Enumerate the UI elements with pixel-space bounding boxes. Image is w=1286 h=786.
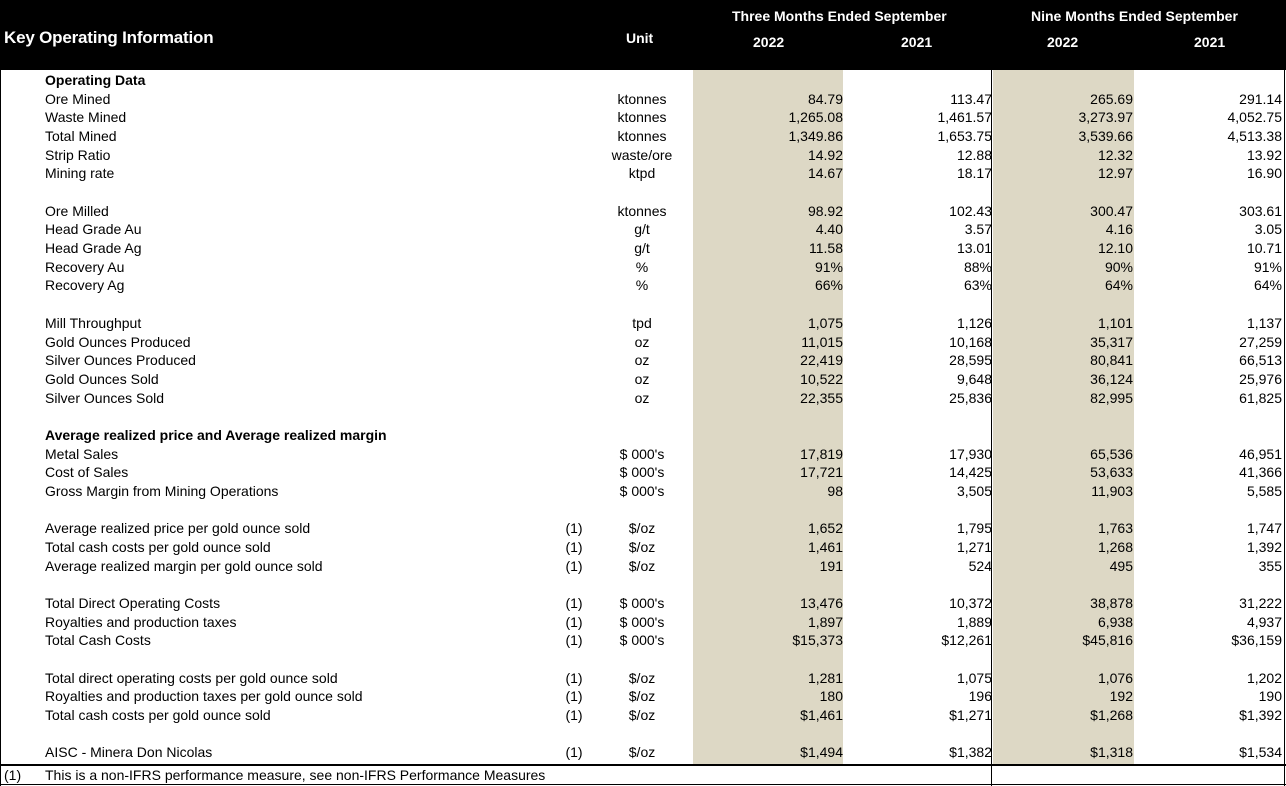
value-3m-2021: 25,836 (949, 389, 992, 406)
value-3m-2022: 11,015 (801, 333, 843, 350)
row-label: Total Cash Costs (45, 632, 151, 649)
table-row (0, 743, 1286, 762)
value-3m-2021: 10,372 (949, 595, 992, 612)
value-3m-2021: $1,382 (949, 744, 992, 761)
value-9m-2021: 3.05 (1254, 221, 1282, 238)
value-9m-2022: 36,124 (1090, 370, 1133, 387)
value-9m-2022: 4.16 (1105, 221, 1133, 238)
row-label: Total cash costs per gold ounce sold (45, 707, 271, 724)
row-label: Gross Margin from Mining Operations (45, 482, 279, 499)
value-3m-2021: 1,795 (956, 520, 992, 537)
value-9m-2021: 5,585 (1246, 482, 1282, 499)
row-label: Silver Ounces Produced (45, 352, 196, 369)
value-9m-2021: 4,513.38 (1227, 128, 1282, 145)
footnote-ref: (1) (565, 744, 583, 761)
value-9m-2022: $1,268 (1090, 707, 1133, 724)
value-9m-2022: 12.32 (1097, 146, 1133, 163)
value-9m-2022: 265.69 (1090, 90, 1133, 107)
unit-column-header: Unit (626, 30, 654, 46)
row-unit: $/oz (628, 557, 656, 574)
value-9m-2021: 66,513 (1239, 352, 1282, 369)
row-unit: $/oz (628, 539, 656, 555)
table-row (0, 90, 1286, 109)
value-3m-2021: 3.57 (964, 221, 992, 238)
row-unit: $/oz (628, 669, 656, 686)
row-unit: tpd (632, 314, 652, 331)
value-3m-2021: 17,930 (949, 445, 992, 462)
footnote-ref: (1) (565, 539, 583, 555)
table-row (0, 239, 1286, 258)
table-row (0, 482, 1286, 501)
value-3m-2021: 28,595 (949, 352, 992, 369)
value-9m-2021: 27,259 (1239, 333, 1282, 350)
table-row (0, 146, 1286, 165)
footnote-ref: (1) (565, 669, 583, 686)
value-9m-2022: 90% (1104, 258, 1133, 275)
row-unit: $ 000's (619, 595, 665, 612)
value-3m-2022: $1,494 (800, 744, 843, 761)
row-unit: $/oz (628, 688, 656, 705)
value-9m-2022: $45,816 (1082, 632, 1133, 649)
row-label: Ore Mined (45, 90, 111, 107)
value-9m-2022: $1,318 (1090, 744, 1133, 761)
period-header-nine-months: Nine Months Ended September (1031, 8, 1238, 24)
value-9m-2021: $1,392 (1239, 707, 1282, 724)
value-3m-2022: 191 (819, 557, 843, 574)
row-unit: oz (634, 389, 650, 406)
value-3m-2022: 1,897 (807, 613, 843, 630)
value-9m-2021: 46,951 (1239, 445, 1282, 462)
value-3m-2022: 17,819 (800, 445, 843, 462)
value-9m-2021: 1,202 (1246, 669, 1282, 686)
value-9m-2021: 303.61 (1239, 202, 1282, 219)
footnote-ref: (1) (565, 613, 583, 630)
value-3m-2022: 180 (819, 688, 843, 705)
value-3m-2022: 13,476 (800, 595, 843, 612)
table-row (0, 220, 1286, 239)
value-3m-2022: 84.79 (807, 90, 843, 107)
value-3m-2021: 14,425 (949, 464, 992, 481)
value-9m-2021: 41,366 (1239, 464, 1282, 481)
table-row (0, 519, 1286, 538)
row-unit: ktonnes (617, 109, 667, 126)
row-label: Strip Ratio (45, 146, 111, 163)
row-unit: $ 000's (619, 482, 665, 499)
row-unit: g/t (634, 221, 650, 238)
row-label: Silver Ounces Sold (45, 389, 165, 406)
value-3m-2021: 9,648 (956, 370, 992, 387)
table-row (0, 333, 1286, 352)
value-3m-2021: 1,653.75 (937, 128, 992, 145)
value-3m-2021: 1,271 (956, 539, 992, 555)
table-row (0, 706, 1286, 725)
table-row (0, 463, 1286, 482)
value-9m-2022: 12.97 (1097, 165, 1133, 182)
value-3m-2021: 1,075 (956, 669, 992, 686)
row-unit: % (635, 277, 649, 294)
row-label: Average realized margin per gold ounce sold (45, 557, 323, 574)
footnote-text: This is a non-IFRS performance measure, see non-IFRS Performance Measures (45, 767, 546, 783)
table-row (0, 370, 1286, 389)
value-9m-2022: 82,995 (1090, 389, 1133, 406)
row-unit: $ 000's (619, 464, 665, 481)
value-3m-2021: 3,505 (956, 482, 992, 499)
value-9m-2021: 4,937 (1246, 613, 1282, 630)
table-row (0, 127, 1286, 146)
value-9m-2021: 64% (1253, 277, 1282, 294)
footnote-ref: (1) (565, 707, 583, 724)
value-3m-2021: 113.47 (950, 90, 992, 107)
value-9m-2021: $1,534 (1239, 744, 1282, 761)
value-9m-2021: 355 (1258, 557, 1282, 574)
table-header (0, 0, 1286, 70)
row-label: Gold Ounces Sold (45, 370, 159, 387)
value-3m-2021: 102.43 (949, 202, 992, 219)
table-row (0, 687, 1286, 706)
value-9m-2022: 65,536 (1090, 445, 1133, 462)
value-9m-2021: 1,137 (1246, 314, 1282, 331)
row-label: Cost of Sales (45, 464, 129, 481)
row-label: Royalties and production taxes (45, 613, 237, 630)
table-row (0, 445, 1286, 464)
section-title: Operating Data (45, 72, 146, 88)
period-header-three-months: Three Months Ended September (732, 8, 947, 24)
year-header-9m-2022: 2022 (1047, 34, 1079, 50)
value-9m-2021: 1,392 (1246, 539, 1282, 555)
value-9m-2021: 291.14 (1239, 90, 1282, 107)
value-9m-2022: 80,841 (1090, 352, 1133, 369)
value-3m-2021: 63% (963, 277, 992, 294)
table-row (0, 669, 1286, 688)
value-3m-2021: 12.88 (956, 146, 992, 163)
section-title: Average realized price and Average realized margin (45, 426, 387, 443)
table-row (0, 631, 1286, 650)
row-label: Total cash costs per gold ounce sold (45, 539, 271, 555)
row-label: Recovery Ag (45, 277, 125, 294)
value-9m-2022: 35,317 (1090, 333, 1133, 350)
row-label: Ore Milled (45, 202, 109, 219)
value-9m-2022: 1,268 (1097, 539, 1133, 555)
value-3m-2022: 14.92 (807, 146, 843, 163)
table-row (0, 108, 1286, 127)
value-9m-2022: 3,273.97 (1078, 109, 1133, 126)
value-3m-2021: 1,889 (956, 613, 992, 630)
value-9m-2022: 300.47 (1090, 202, 1133, 219)
value-9m-2021: 4,052.75 (1227, 109, 1282, 126)
row-unit: ktonnes (617, 128, 667, 145)
row-label: Recovery Au (45, 258, 125, 275)
table-row (0, 314, 1286, 333)
value-9m-2021: 16.90 (1246, 165, 1282, 182)
value-3m-2021: 524 (968, 557, 992, 574)
footnote-ref: (1) (565, 595, 583, 612)
row-unit: $/oz (628, 744, 656, 761)
value-3m-2022: 17,721 (800, 464, 843, 481)
row-label: Total Direct Operating Costs (45, 595, 221, 612)
year-header-9m-2021: 2021 (1194, 34, 1226, 50)
row-label: Average realized price per gold ounce sold (45, 520, 311, 537)
row-unit: $ 000's (619, 613, 665, 630)
value-3m-2022: 22,355 (800, 389, 843, 406)
value-3m-2021: 1,126 (956, 314, 992, 331)
row-unit: $ 000's (619, 445, 665, 462)
row-unit: ktonnes (617, 202, 667, 219)
row-label: Mining rate (45, 165, 115, 182)
value-9m-2021: 13.92 (1246, 146, 1282, 163)
value-3m-2022: 1,652 (807, 520, 843, 537)
value-3m-2021: 10,168 (949, 333, 992, 350)
section-header-row (0, 426, 1286, 445)
table-row (0, 389, 1286, 408)
value-9m-2022: 6,938 (1097, 613, 1133, 630)
value-9m-2021: 61,825 (1239, 389, 1282, 406)
row-label: Mill Throughput (45, 314, 142, 331)
value-9m-2021: 190 (1258, 688, 1282, 705)
row-label: Waste Mined (45, 109, 127, 126)
row-label: Gold Ounces Produced (45, 333, 191, 350)
row-unit: g/t (634, 240, 650, 257)
table-row (0, 557, 1286, 576)
value-3m-2021: 88% (963, 258, 992, 275)
row-unit: ktonnes (617, 90, 667, 107)
value-3m-2022: 10,522 (800, 370, 843, 387)
footnote-ref: (1) (565, 557, 583, 574)
value-9m-2022: 38,878 (1090, 595, 1133, 612)
value-3m-2022: 98 (827, 482, 843, 499)
footnote-mark: (1) (4, 767, 22, 783)
year-header-3m-2021: 2021 (901, 34, 933, 50)
row-unit: $ 000's (619, 632, 665, 649)
value-3m-2022: 98.92 (807, 202, 843, 219)
table-row (0, 538, 1286, 557)
row-unit: waste/ore (611, 146, 673, 163)
value-3m-2022: 1,461 (807, 539, 843, 555)
value-9m-2021: 25,976 (1239, 370, 1282, 387)
row-label: Metal Sales (45, 445, 119, 462)
value-3m-2022: 66% (814, 277, 843, 294)
value-3m-2022: 11.58 (809, 240, 843, 257)
row-label: Royalties and production taxes per gold ounce sold (45, 688, 363, 705)
row-unit: ktpd (628, 165, 656, 182)
value-3m-2022: 1,349.86 (788, 128, 843, 145)
value-9m-2021: 91% (1253, 258, 1282, 275)
row-label: Head Grade Ag (45, 240, 142, 257)
row-label: AISC - Minera Don Nicolas (45, 744, 213, 761)
value-3m-2021: 18.17 (956, 165, 992, 182)
value-3m-2022: 4.40 (815, 221, 843, 238)
value-9m-2022: 3,539.66 (1078, 128, 1133, 145)
value-3m-2022: 14.67 (807, 165, 843, 182)
value-9m-2022: 1,763 (1097, 520, 1133, 537)
value-9m-2021: 10.71 (1246, 240, 1282, 257)
row-label: Total direct operating costs per gold ounce sold (45, 669, 338, 686)
value-3m-2022: 91% (814, 258, 843, 275)
value-9m-2022: 11,903 (1091, 482, 1133, 499)
table-title: Key Operating Information (4, 28, 214, 47)
footnote-ref: (1) (565, 632, 583, 649)
value-9m-2022: 12.10 (1097, 240, 1133, 257)
value-3m-2021: 196 (968, 688, 992, 705)
table-row (0, 164, 1286, 183)
value-3m-2022: $1,461 (800, 707, 843, 724)
value-3m-2021: 1,461.57 (937, 109, 992, 126)
value-3m-2022: 22,419 (800, 352, 843, 369)
value-3m-2022: 1,281 (807, 669, 843, 686)
value-9m-2022: 192 (1109, 688, 1133, 705)
table-row (0, 202, 1286, 221)
table-row (0, 351, 1286, 370)
value-9m-2022: 495 (1109, 557, 1133, 574)
value-9m-2022: 1,076 (1097, 669, 1133, 686)
section-header-row (0, 71, 1286, 90)
table-row (0, 613, 1286, 632)
row-unit: $/oz (628, 707, 656, 724)
row-unit: % (635, 258, 649, 275)
table-row (0, 276, 1286, 295)
row-unit: oz (634, 352, 650, 369)
value-9m-2021: $36,159 (1231, 632, 1282, 649)
row-label: Head Grade Au (45, 221, 142, 238)
footnote (0, 766, 1286, 785)
value-9m-2022: 64% (1104, 277, 1133, 294)
value-3m-2021: $1,271 (949, 707, 992, 724)
table-row (0, 594, 1286, 613)
row-unit: $/oz (628, 520, 656, 537)
value-9m-2022: 1,101 (1097, 314, 1133, 331)
footnote-ref: (1) (565, 520, 583, 537)
value-3m-2021: $12,261 (941, 632, 992, 649)
table-row (0, 258, 1286, 277)
value-3m-2022: 1,265.08 (788, 109, 843, 126)
footnote-ref: (1) (565, 688, 583, 705)
value-3m-2021: 13.01 (956, 240, 992, 257)
value-9m-2021: 1,747 (1246, 520, 1282, 537)
value-9m-2021: 31,222 (1239, 595, 1282, 612)
row-label: Total Mined (45, 128, 117, 145)
year-header-3m-2022: 2022 (753, 34, 785, 50)
value-9m-2022: 53,633 (1090, 464, 1133, 481)
row-unit: oz (634, 370, 650, 387)
value-3m-2022: $15,373 (792, 632, 843, 649)
value-3m-2022: 1,075 (807, 314, 843, 331)
row-unit: oz (634, 333, 650, 350)
